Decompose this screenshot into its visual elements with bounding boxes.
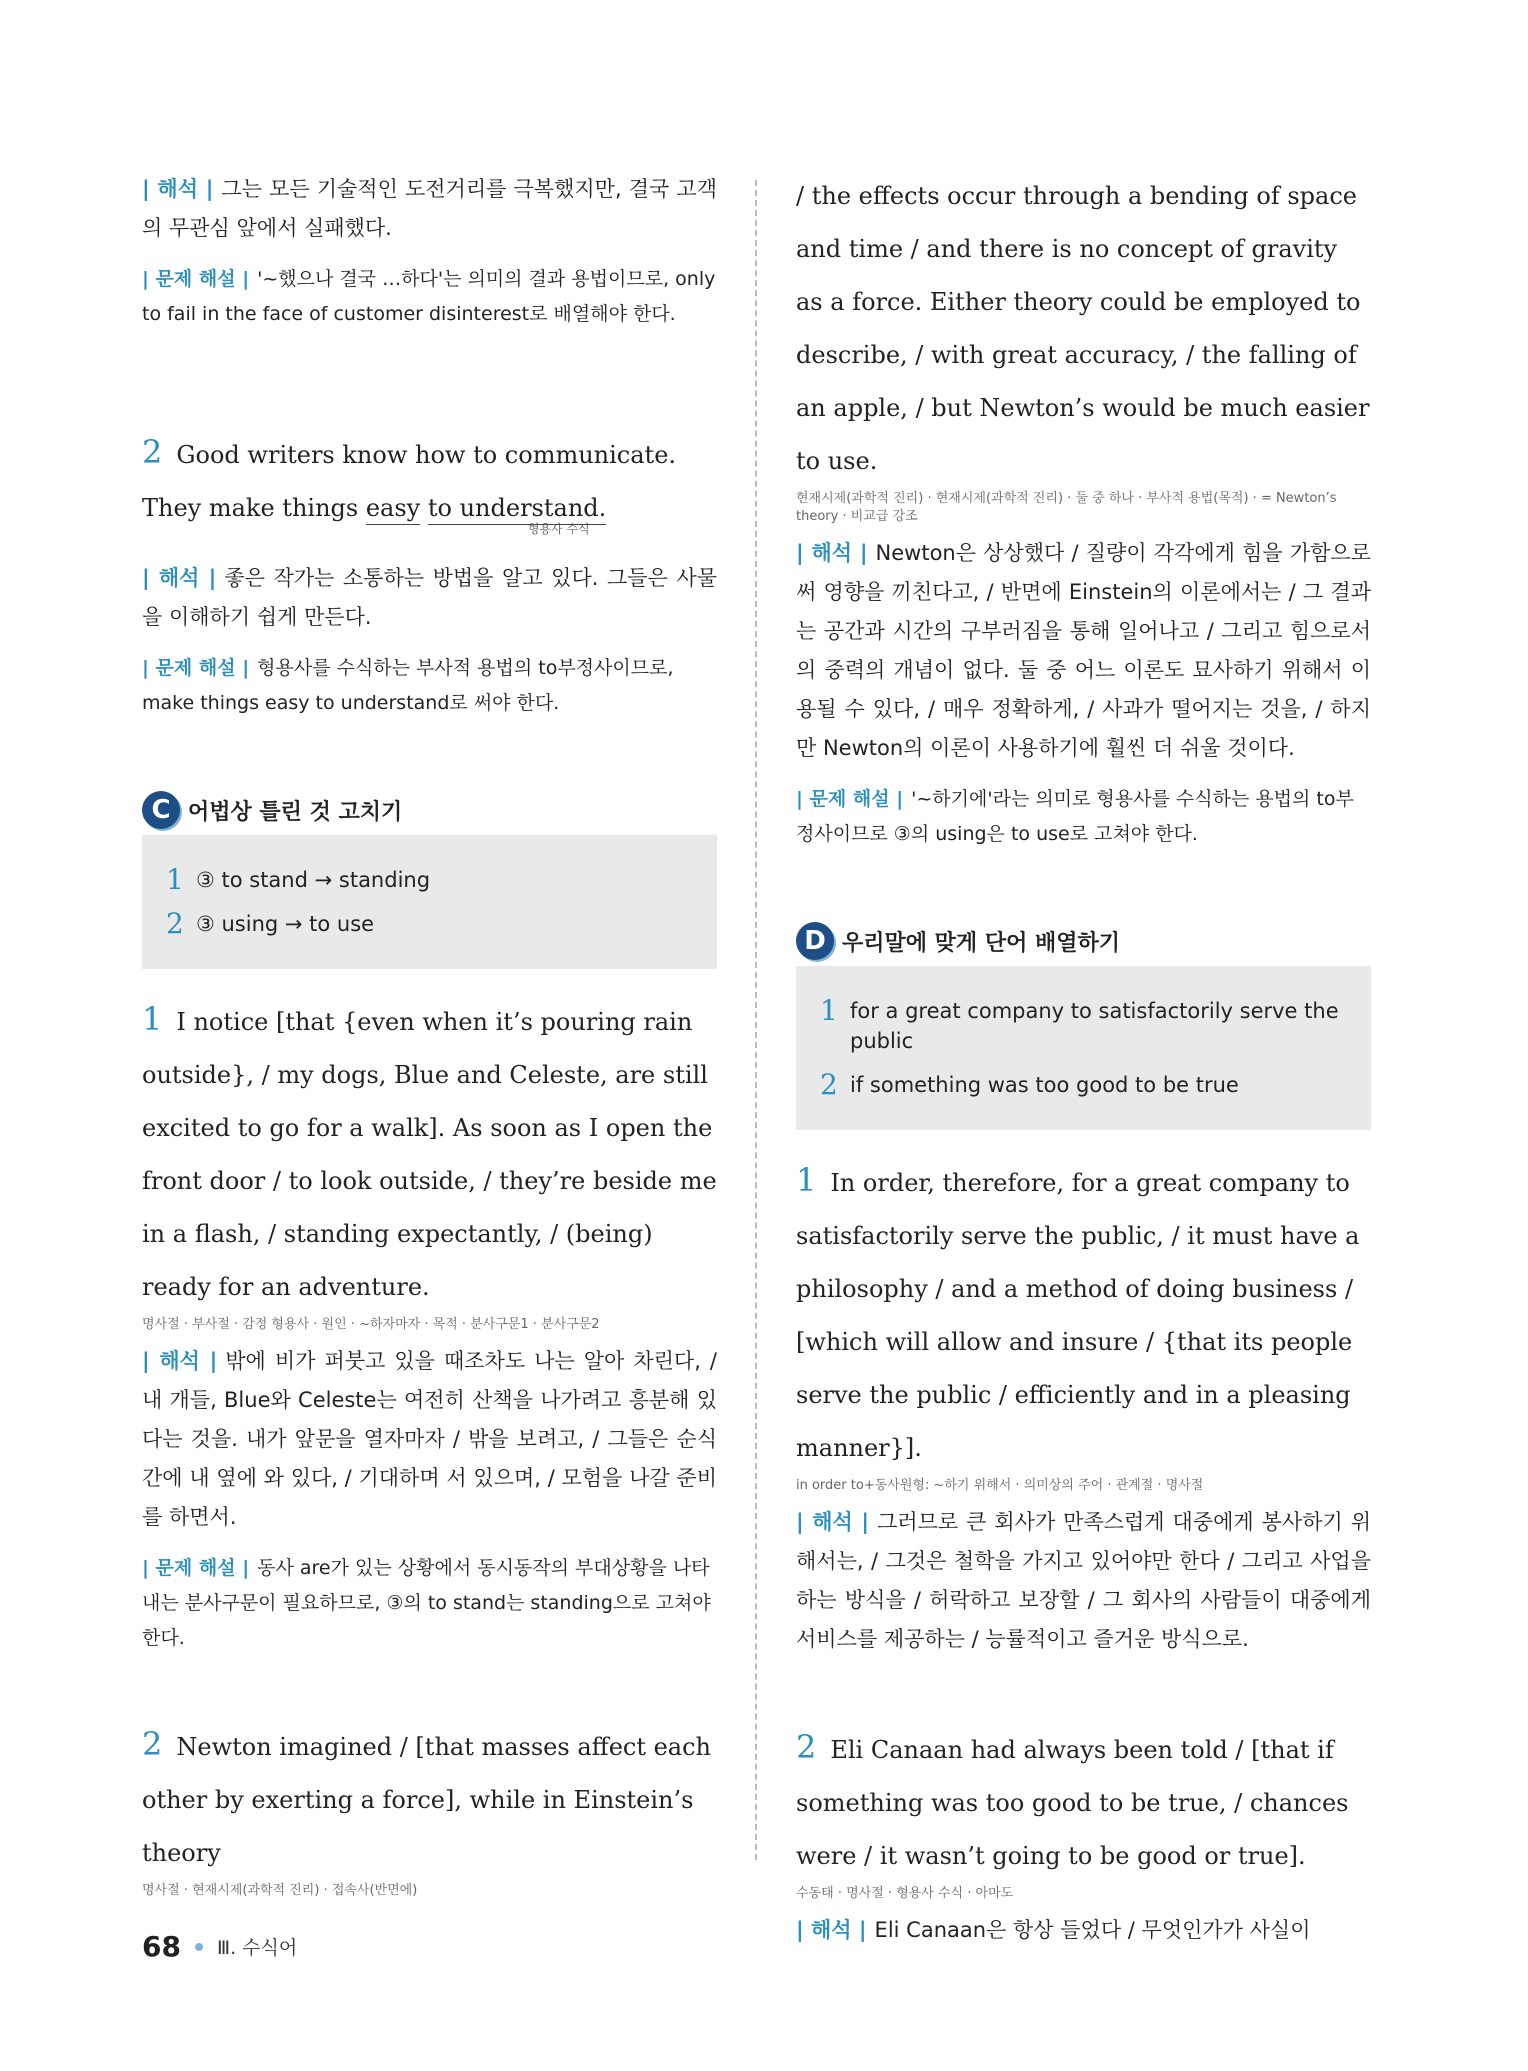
- underlined-word: easy: [366, 494, 420, 525]
- annotation: 아마도: [975, 1886, 1014, 1901]
- passage-text: Eli Canaan had always been told / [that if something was too good to be true, / chances were / it wasn’t going to be good or true].: [796, 1736, 1349, 1870]
- passage-text: Newton imagined / [that masses affect each other by exerting a force], while in Einstein’s theory: [142, 1733, 712, 1867]
- haeseok-label: | 해석 |: [142, 177, 214, 201]
- annotation: ~하자마자: [359, 1317, 421, 1332]
- passage-text: / the effects occur through a bending of space and time / and there is no concept of gravity as a force. Either theory could be employed to describe, / with great accuracy, / the falling of an apple, / but Newton’s would be much easier to use.: [796, 182, 1370, 475]
- haeseok-label: | 해석 |: [796, 541, 868, 565]
- haeseok-block: [796, 1911, 1371, 1950]
- annotation: 현재시제(과학적 진리): [796, 491, 924, 506]
- haeseok-text: Eli Canaan은 항상 들었다 / 무엇인가가 사실이: [874, 1918, 1311, 1942]
- answer-number: 2: [820, 1068, 838, 1101]
- haeseok-block: [142, 170, 717, 248]
- answer-box: [796, 966, 1371, 1130]
- munje-label: | 문제 해설 |: [142, 1557, 250, 1579]
- haeseok-label: | 해석 |: [142, 566, 217, 590]
- page-footer: [142, 1930, 297, 1963]
- answer-text: ③ to stand → standing: [196, 868, 431, 892]
- passage-number: 1: [142, 1000, 163, 1038]
- section-c-header: [142, 791, 717, 829]
- haeseok-block: [796, 534, 1371, 768]
- annotation: = Newton’s theory: [796, 491, 1337, 524]
- munje-label: | 문제 해설 |: [142, 268, 250, 290]
- annotation: in order to+동사원형: ~하기 위해서: [796, 1478, 1012, 1493]
- passage-text: In order, therefore, for a great company to satisfactorily serve the public, / it must have a philosophy / and a method of doing business / [which will allow and insure / {that its people serve the public / efficiently and in a pleasing manner}].: [796, 1169, 1360, 1462]
- annotation: 비교급 강조: [850, 509, 918, 524]
- munje-label: | 문제 해설 |: [142, 657, 250, 679]
- passage-number: 1: [796, 1161, 817, 1199]
- annotation: 현재시제(과학적 진리): [192, 1883, 320, 1898]
- answer-row: [820, 1070, 1351, 1100]
- haeseok-text: 좋은 작가는 소통하는 방법을 알고 있다. 그들은 사물을 이해하기 쉽게 만든다.: [142, 566, 717, 629]
- annotation: 둘 중 하나: [1075, 491, 1134, 506]
- annotation: 목적: [432, 1317, 458, 1332]
- haeseok-text: 그러므로 큰 회사가 만족스럽게 대중에게 봉사하기 위해서는, / 그것은 철학을 가지고 있어야만 한다 / 그리고 사업을 하는 방식을 / 허락하고 보장할 / 그 회사의 사람들이 대중에게 서비스를 제공하는 / 능률적이고 즐거운 방식으로.: [796, 1510, 1371, 1651]
- munje-text: 형용사를 수식하는 부사적 용법의 to부정사이므로, make things easy to understand로 써야 한다.: [142, 657, 674, 714]
- annotation: 분사구문1: [470, 1317, 529, 1332]
- munje-text: 동사 are가 있는 상황에서 동시동작의 부대상황을 나타내는 분사구문이 필요하므로, ③의 to stand는 standing으로 고쳐야 한다.: [142, 1557, 711, 1649]
- annotation: 명사절: [142, 1883, 180, 1898]
- left-column: [142, 170, 717, 1900]
- column-divider: [755, 180, 757, 1860]
- passage-d2: [796, 1721, 1371, 1883]
- answer-text: if something was too good to be true: [850, 1073, 1239, 1097]
- annotation: 현재시제(과학적 진리): [935, 491, 1064, 506]
- chapter-title: Ⅲ. 수식어: [216, 1937, 298, 1959]
- passage-c1: [142, 993, 717, 1314]
- annotation-list: 명사절 · 부사절 · 감정 형용사 · 원인 · ~하자마자 · 목적 · 분사구문1 · 분사구문2: [142, 1317, 600, 1332]
- passage-c2: [142, 1718, 717, 1880]
- haeseok-text: Newton은 상상했다 / 질량이 각각에게 힘을 가함으로써 영향을 끼친다고, / 반면에 Einstein의 이론에서는 / 그 결과는 공간과 시간의 구부러짐을 통해 일어나고 / 그리고 힘으로서의 중력의 개념이 없다. 둘 중 어느 이론도 묘사하기 위해서 이용될 수 있다, / 매우 정확하게, / 사과가 떨어지는 것을, / 하지만 Newton의 이론이 사용하기에 훨씬 더 쉬울 것이다.: [796, 541, 1371, 760]
- munje-block: [142, 651, 717, 721]
- annotation: 분사구문2: [541, 1317, 600, 1332]
- annotation: 형용사 수식: [527, 522, 590, 536]
- annotation: 형용사 수식: [896, 1886, 964, 1901]
- munje-text: '~했으나 결국 …하다'는 의미의 결과 용법이므로, only to fail in the face of customer disinterest로 배열해야 한다.: [142, 268, 716, 325]
- section-title: 우리말에 맞게 단어 배열하기: [842, 930, 1121, 956]
- annotation-list: 수동태 · 명사절 · 형용사 수식 · 아마도: [796, 1886, 1014, 1901]
- munje-block: [142, 1551, 717, 1656]
- right-column: [796, 170, 1371, 1964]
- annotation: 수동태: [796, 1886, 834, 1901]
- passage-number: 2: [142, 433, 163, 471]
- haeseok-block: [142, 1342, 717, 1537]
- annotation: 명사절: [846, 1886, 884, 1901]
- annotation-list: in order to+동사원형: ~하기 위해서 · 의미상의 주어 · 관계절 · 명사절: [796, 1478, 1204, 1493]
- passage-number: 2: [796, 1728, 817, 1766]
- annotation: 원인: [321, 1317, 347, 1332]
- annotation: 부사절: [192, 1317, 230, 1332]
- passage-d1: [796, 1154, 1371, 1475]
- passage-text: Good writers know how to communicate. They make things: [142, 441, 677, 522]
- annotation-list: 현재시제(과학적 진리) · 현재시제(과학적 진리) · 둘 중 하나 · 부사적 용법(목적) · = Newton’s theory · 비교급 강조: [796, 491, 1337, 524]
- munje-block: [796, 782, 1371, 852]
- haeseok-label: | 해석 |: [142, 1349, 218, 1373]
- answer-number: 2: [166, 907, 184, 940]
- munje-text: '~하기에'라는 의미로 형용사를 수식하는 용법의 to부정사이므로 ③의 using은 to use로 고쳐야 한다.: [796, 788, 1354, 845]
- answer-text: ③ using → to use: [196, 912, 375, 936]
- page-number: 68: [142, 1930, 181, 1963]
- munje-label: | 문제 해설 |: [796, 788, 904, 810]
- annotation: 명사절: [1165, 1478, 1204, 1493]
- section-badge: D: [796, 922, 834, 960]
- passage-c2-cont: [796, 170, 1371, 488]
- underlined-phrase: to understand. 형용사 수식: [427, 494, 607, 536]
- annotation: 접속사(반면에): [331, 1883, 418, 1898]
- answer-number: 1: [820, 994, 838, 1027]
- answer-row: [166, 909, 697, 939]
- section-d-header: [796, 922, 1371, 960]
- annotation: 관계절: [1115, 1478, 1154, 1493]
- annotation: 감정 형용사: [242, 1317, 310, 1332]
- section-badge: C: [142, 791, 180, 829]
- annotation: 부사적 용법(목적): [1146, 491, 1249, 506]
- haeseok-text: 그는 모든 기술적인 도전거리를 극복했지만, 결국 고객의 무관심 앞에서 실패했다.: [142, 177, 717, 240]
- haeseok-block: [796, 1503, 1371, 1659]
- munje-block: [142, 262, 717, 332]
- answer-number: 1: [166, 863, 184, 896]
- annotation: 명사절: [142, 1317, 180, 1332]
- answer-text: for a great company to satisfactorily serve the public: [850, 999, 1339, 1053]
- haeseok-label: | 해석 |: [796, 1510, 870, 1534]
- passage-number: 2: [142, 1725, 163, 1763]
- haeseok-block: [142, 559, 717, 637]
- annotation: 의미상의 주어: [1023, 1478, 1104, 1493]
- passage-2: [142, 426, 717, 535]
- answer-row: [166, 865, 697, 895]
- answer-row: [820, 996, 1351, 1056]
- answer-box: [142, 835, 717, 969]
- haeseok-label: | 해석 |: [796, 1918, 867, 1942]
- haeseok-text: 밖에 비가 퍼붓고 있을 때조차도 나는 알아 차린다, / 내 개들, Blue와 Celeste는 여전히 산책을 나가려고 흥분해 있다는 것을. 내가 앞문을 열자마자 / 밖을 보려고, / 그들은 순식간에 내 옆에 와 있다, / 기대하며 서 있으며, / 모험을 나갈 준비를 하면서.: [142, 1349, 717, 1529]
- bullet-dot-icon: [195, 1943, 203, 1951]
- passage-text: I notice [that {even when it’s pouring rain outside}, / my dogs, Blue and Celeste, are still excited to go for a walk]. As soon as I open the front door / to look outside, / they’re beside me in a flash, / standing expectantly, / (being) ready for an adventure.: [142, 1008, 717, 1301]
- section-title: 어법상 틀린 것 고치기: [188, 799, 403, 825]
- annotation-list: 명사절 · 현재시제(과학적 진리) · 접속사(반면에): [142, 1883, 418, 1898]
